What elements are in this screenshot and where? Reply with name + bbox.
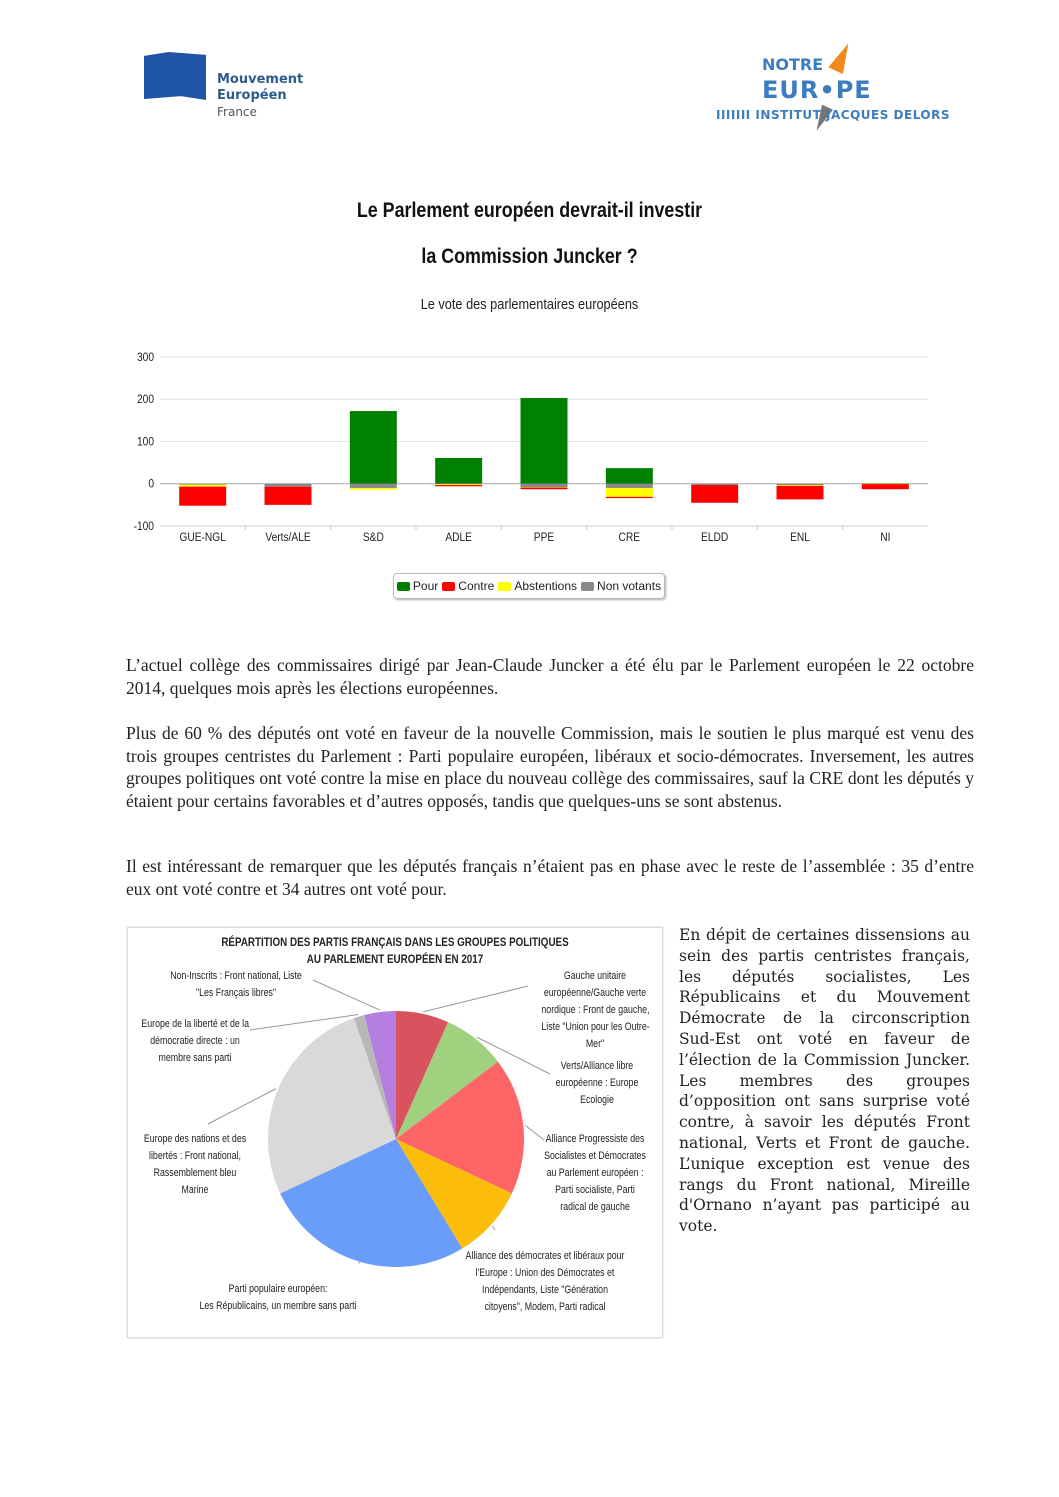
bar-contre[interactable] [862, 484, 909, 489]
x-tick-label: PPE [533, 531, 555, 545]
x-tick-label: Verts/ALE [265, 531, 311, 545]
pie-label-line: Les Républicains, un membre sans parti [199, 1300, 357, 1312]
bar-non-votants[interactable] [179, 484, 226, 485]
chart-legend [393, 573, 665, 599]
legend-label-non-votants: Non votants [597, 579, 662, 593]
pie-title [128, 934, 662, 968]
page-title-line1: Le Parlement européen devrait-il investir [356, 199, 703, 222]
bar-non-votants[interactable] [265, 484, 312, 487]
bar-non-votants[interactable] [691, 484, 738, 485]
bar-abstentions[interactable] [606, 488, 653, 497]
pie-label-efdd [128, 1016, 262, 1067]
bar-contre[interactable] [435, 485, 482, 486]
logo-left-line3: France [217, 105, 257, 119]
bar-contre[interactable] [521, 488, 568, 490]
pie-label-line: au Parlement européen : [546, 1167, 644, 1179]
pie-label-line: Non-Inscrits : Front national, Liste [170, 970, 302, 982]
compass-needle-icon [828, 40, 855, 74]
pie-label-line: "Les Français libres" [195, 987, 277, 999]
bar-contre[interactable] [606, 497, 653, 498]
pie-label-vertsale [532, 1058, 662, 1109]
pie-label-enl [128, 1131, 262, 1199]
pie-title-line2: AU PARLEMENT EUROPÉEN EN 2017 [306, 952, 484, 966]
bar-pour[interactable] [606, 468, 653, 484]
legend-swatch-contre [442, 582, 455, 591]
legend-swatch-non-votants [581, 582, 594, 591]
bar-contre[interactable] [265, 487, 312, 505]
pie-label-line: Parti populaire européen: [228, 1283, 328, 1295]
bar-non-votants[interactable] [350, 484, 397, 488]
logo-right-line2: EUR•PE [762, 76, 872, 104]
legend-label-abstentions: Abstentions [514, 579, 578, 593]
pie-chart-panel [127, 927, 663, 1338]
x-tick-label: NI [880, 531, 891, 545]
pie-label-ni [146, 968, 326, 1002]
bar-pour[interactable] [350, 411, 397, 484]
legend-swatch-pour [397, 582, 410, 591]
pie-label-guengl [528, 968, 662, 1053]
logo-left-line2: Européen [217, 88, 287, 103]
pie-label-line: membre sans parti [158, 1052, 232, 1064]
pie-label-line: Verts/Alliance libre [560, 1060, 634, 1072]
bar-abstentions[interactable] [179, 485, 226, 487]
bar-contre[interactable] [691, 485, 738, 503]
bar-non-votants[interactable] [777, 484, 824, 485]
pie-label-line: Europe des nations et des [143, 1133, 247, 1145]
pie-label-line: européenne/Gauche verte [543, 987, 647, 999]
x-tick-label: ENL [790, 531, 810, 545]
y-tick-label: 200 [136, 393, 154, 407]
pie-title-line1: RÉPARTITION DES PARTIS FRANÇAIS DANS LES GROUPES POLITIQUES [221, 935, 569, 949]
y-tick-label: 100 [136, 435, 154, 449]
vote-bar-chart [128, 340, 938, 570]
legend-label-contre: Contre [458, 579, 495, 593]
side-paragraph: En dépit de certaines dissensions au sein des partis centristes français, les députés socialistes, Les Républicains et du Mouvement Démocrate de la circonscription Sud-Est ont voté en faveur de l’élection de la Commission Juncker. Les membres des groupes d’opposition ont sans surprise voté contre, à savoir les députés Front national, Verts et Front de gauche. L’unique exception est venue des rangs du Front national, Mireille d'Ornano n’ayant pas participé au vote. [679, 926, 970, 1236]
pie-label-line: nordique : Front de gauche, [541, 1004, 650, 1016]
x-tick-label: CRE [618, 531, 641, 545]
y-tick-label: 300 [136, 351, 154, 365]
x-tick-label: ADLE [445, 531, 472, 545]
bar-abstentions[interactable] [435, 484, 482, 485]
pie-label-line: Ecologie [580, 1094, 614, 1106]
logo-left-line1: Mouvement [217, 72, 304, 87]
pie-label-line: Alliance des démocrates et libéraux pour [465, 1250, 625, 1262]
pie-label-line: européenne : Europe [555, 1077, 639, 1089]
legend-item-abstentions[interactable] [498, 579, 577, 593]
bar-pour[interactable] [435, 458, 482, 484]
pie-label-line: Indépendants, Liste "Génération [482, 1284, 608, 1296]
logo-right-line3: IIIIIII INSTITUT JACQUES DELORS [716, 108, 951, 122]
chart-subtitle: Le vote des parlementaires européens [420, 296, 639, 313]
pie-label-sd [528, 1131, 662, 1216]
legend-item-contre[interactable] [442, 579, 494, 593]
notre-europe-logo [716, 40, 951, 135]
logo-right-line1: NOTRE [762, 55, 824, 74]
pie-label-line: Gauche unitaire [563, 970, 627, 982]
legend-swatch-abstentions [498, 582, 511, 591]
paragraph-1: L’actuel collège des commissaires dirigé par Jean-Claude Juncker a été élu par le Parlement européen le 22 octobre 2014, quelques mois après les élections européennes. [126, 655, 974, 698]
pie-label-line: démocratie directe : un [150, 1035, 240, 1047]
pie-label-line: Rassemblement bleu [153, 1167, 237, 1179]
pie-label-line: Marine [181, 1184, 209, 1196]
pie-label-line: Liste "Union pour les Outre- [541, 1021, 650, 1033]
bar-abstentions[interactable] [777, 485, 824, 486]
pie-label-line: Europe de la liberté et de la [141, 1018, 250, 1030]
legend-label-pour: Pour [412, 579, 439, 593]
bar-contre[interactable] [179, 487, 226, 506]
pie-label-line: Parti socialiste, Parti [555, 1184, 635, 1196]
eu-flag-icon [144, 52, 206, 100]
pie-label-line: radical de gauche [560, 1201, 630, 1213]
pie-label-line: Mer" [585, 1038, 605, 1050]
y-tick-label: -100 [133, 520, 154, 534]
legend-item-non-votants[interactable] [581, 579, 661, 593]
legend-item-pour[interactable] [397, 579, 438, 593]
pie-label-line: Alliance Progressiste des [545, 1133, 645, 1145]
x-tick-label: S&D [362, 531, 384, 545]
x-tick-label: ELDD [701, 531, 729, 545]
paragraph-2: Plus de 60 % des députés ont voté en faveur de la nouvelle Commission, mais le soutien le plus marqué est venu des trois groupes centristes du Parlement : Parti populaire européen, libéraux et socio-démocrates. Inversement, les autres groupes politiques ont voté contre la mise en place du nouveau collège des commissaires, sauf la CRE dont les députés y étaient pour certains favorables et d’autres opposés, tandis que quelques-uns se sont abstenus. [126, 723, 974, 811]
pie-label-line: Socialistes et Démocrates [544, 1150, 646, 1162]
pie-label-line: libertés : Front national, [149, 1150, 241, 1162]
bar-abstentions[interactable] [350, 488, 397, 490]
pie-leader-line [493, 1226, 495, 1230]
pie-label-adle [428, 1248, 662, 1316]
bar-pour[interactable] [521, 398, 568, 484]
pie-label-ppe [158, 1281, 398, 1315]
page-title-line2: la Commission Juncker ? [421, 245, 638, 268]
bar-non-votants[interactable] [521, 484, 568, 487]
pie-leader-line [208, 1089, 276, 1124]
pie-label-line: citoyens", Modem, Parti radical [484, 1301, 606, 1313]
pie-label-line: l'Europe : Union des Démocrates et [475, 1267, 615, 1279]
mouvement-europeen-logo [140, 48, 340, 128]
bar-non-votants[interactable] [606, 484, 653, 488]
pie-leader-line [423, 986, 528, 1012]
paragraph-3: Il est intéressant de remarquer que les députés français n’étaient pas en phase avec le reste de l’assemblée : 35 d’entre eux ont voté contre et 34 autres ont voté pour. [126, 856, 974, 899]
y-tick-label: 0 [148, 478, 154, 491]
bar-contre[interactable] [777, 486, 824, 500]
x-tick-label: GUE-NGL [179, 531, 226, 545]
